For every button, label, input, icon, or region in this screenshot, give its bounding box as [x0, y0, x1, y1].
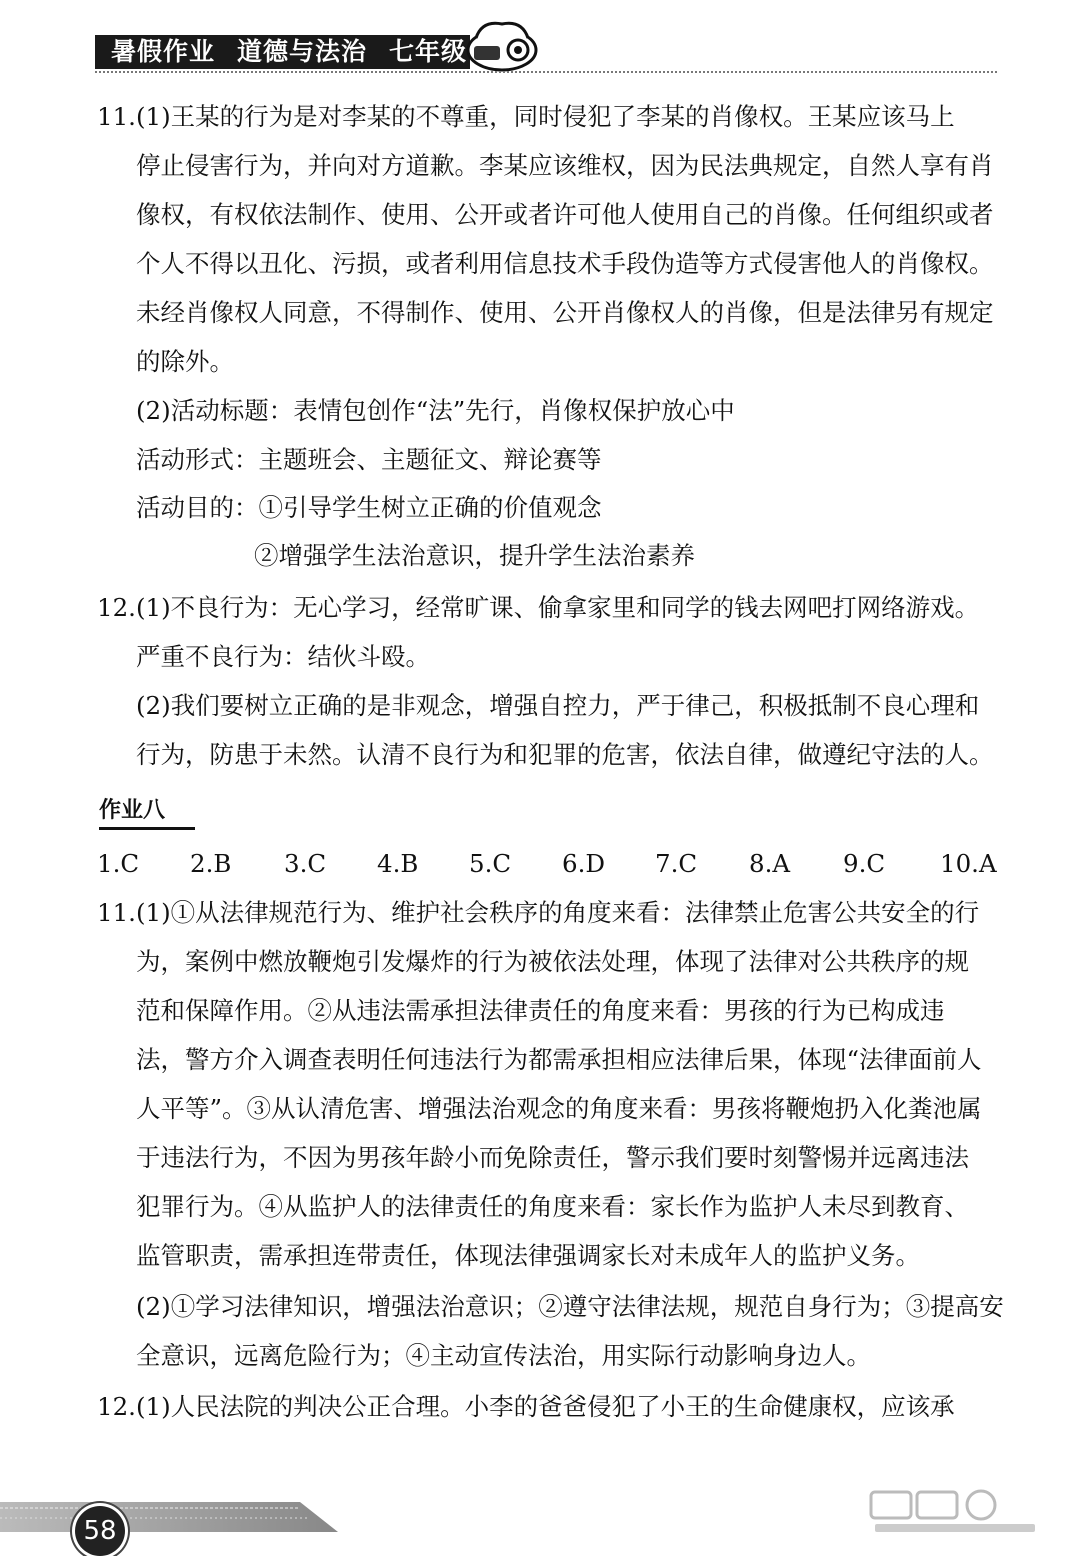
answer-line: 停止侵害行为，并向对方道歉。李某应该维权，因为民法典规定，自然人享有肖: [136, 151, 994, 180]
answer-line: (2)我们要树立正确的是非观念，增强自控力，严于律己，积极抵制不良心理和: [136, 691, 980, 720]
answer-line: 范和保障作用。②从违法需承担法律责任的角度来看：男孩的行为已构成违: [136, 996, 945, 1025]
answer-line: 个人不得以丑化、污损，或者利用信息技术手段伪造等方式侵害他人的肖像权。: [136, 249, 994, 278]
answer-line: 严重不良行为：结伙斗殴。: [136, 642, 430, 671]
header-series: 暑假作业: [111, 37, 216, 66]
mc-answer: 7.C: [655, 849, 698, 878]
header-subject: 道德与法治: [237, 37, 368, 66]
mc-answer: 3.C: [284, 849, 327, 878]
answer-line: 法，警方介入调查表明任何违法行为都需承担相应法律后果，体现“法律面前人: [136, 1045, 982, 1074]
answer-line: 11.(1)王某的行为是对李某的不尊重，同时侵犯了李某的肖像权。王某应该马上: [97, 102, 955, 131]
header-grade: 七年级: [389, 37, 468, 66]
answer-line: 像权，有权依法制作、使用、公开或者许可他人使用自己的肖像。任何组织或者: [136, 200, 994, 229]
header-divider: [95, 71, 997, 73]
answer-line: 未经肖像权人同意，不得制作、使用、公开肖像权人的肖像，但是法律另有规定: [136, 298, 994, 327]
mc-answer: 8.A: [749, 849, 791, 878]
answer-line: (2)①学习法律知识，增强法治意识；②遵守法律法规，规范自身行为；③提高安: [136, 1292, 1004, 1321]
mc-answer: 1.C: [97, 849, 140, 878]
page-number: 58: [75, 1506, 125, 1556]
answer-line: 的除外。: [136, 347, 234, 376]
answer-line: 活动形式：主题班会、主题征文、辩论赛等: [136, 445, 602, 474]
mascot-icon: [462, 16, 542, 72]
answer-line: (2)活动标题：表情包创作“法”先行，肖像权保护放心中: [136, 396, 735, 425]
mc-answer: 5.C: [469, 849, 512, 878]
watermark-logo-icon: [869, 1488, 1049, 1536]
answer-line: 监管职责，需承担连带责任，体现法律强调家长对未成年人的监护义务。: [136, 1241, 920, 1270]
answer-line: 人平等”。③从认清危害、增强法治观念的角度来看：男孩将鞭炮扔入化粪池属: [136, 1094, 982, 1123]
answer-line: 12.(1)不良行为：无心学习，经常旷课、偷拿家里和同学的钱去网吧打网络游戏。: [97, 593, 980, 622]
answer-line: 行为，防患于未然。认清不良行为和犯罪的危害，依法自律，做遵纪守法的人。: [136, 740, 994, 769]
footer-band: [0, 1492, 340, 1532]
header-banner: [95, 35, 470, 69]
section-title: 作业八: [99, 797, 195, 830]
mc-answer: 4.B: [377, 849, 419, 878]
answer-line: ②增强学生法治意识，提升学生法治素养: [254, 541, 695, 570]
answer-line: 于违法行为，不因为男孩年龄小而免除责任，警示我们要时刻警惕并远离违法: [136, 1143, 969, 1172]
mc-answer: 9.C: [843, 849, 886, 878]
answer-line: 全意识，远离危险行为；④主动宣传法治，用实际行动影响身边人。: [136, 1341, 871, 1370]
mc-answer: 2.B: [190, 849, 232, 878]
answer-line: 为，案例中燃放鞭炮引发爆炸的行为被依法处理，体现了法律对公共秩序的规: [136, 947, 969, 976]
answer-line: 12.(1)人民法院的判决公正合理。小李的爸爸侵犯了小王的生命健康权，应该承: [97, 1392, 955, 1421]
answer-line: 犯罪行为。④从监护人的法律责任的角度来看：家长作为监护人未尽到教育、: [136, 1192, 969, 1221]
answer-line: 11.(1)①从法律规范行为、维护社会秩序的角度来看：法律禁止危害公共安全的行: [97, 898, 980, 927]
mc-answer: 10.A: [940, 849, 997, 878]
mc-answer: 6.D: [562, 849, 606, 878]
answer-line: 活动目的：①引导学生树立正确的价值观念: [136, 493, 602, 522]
